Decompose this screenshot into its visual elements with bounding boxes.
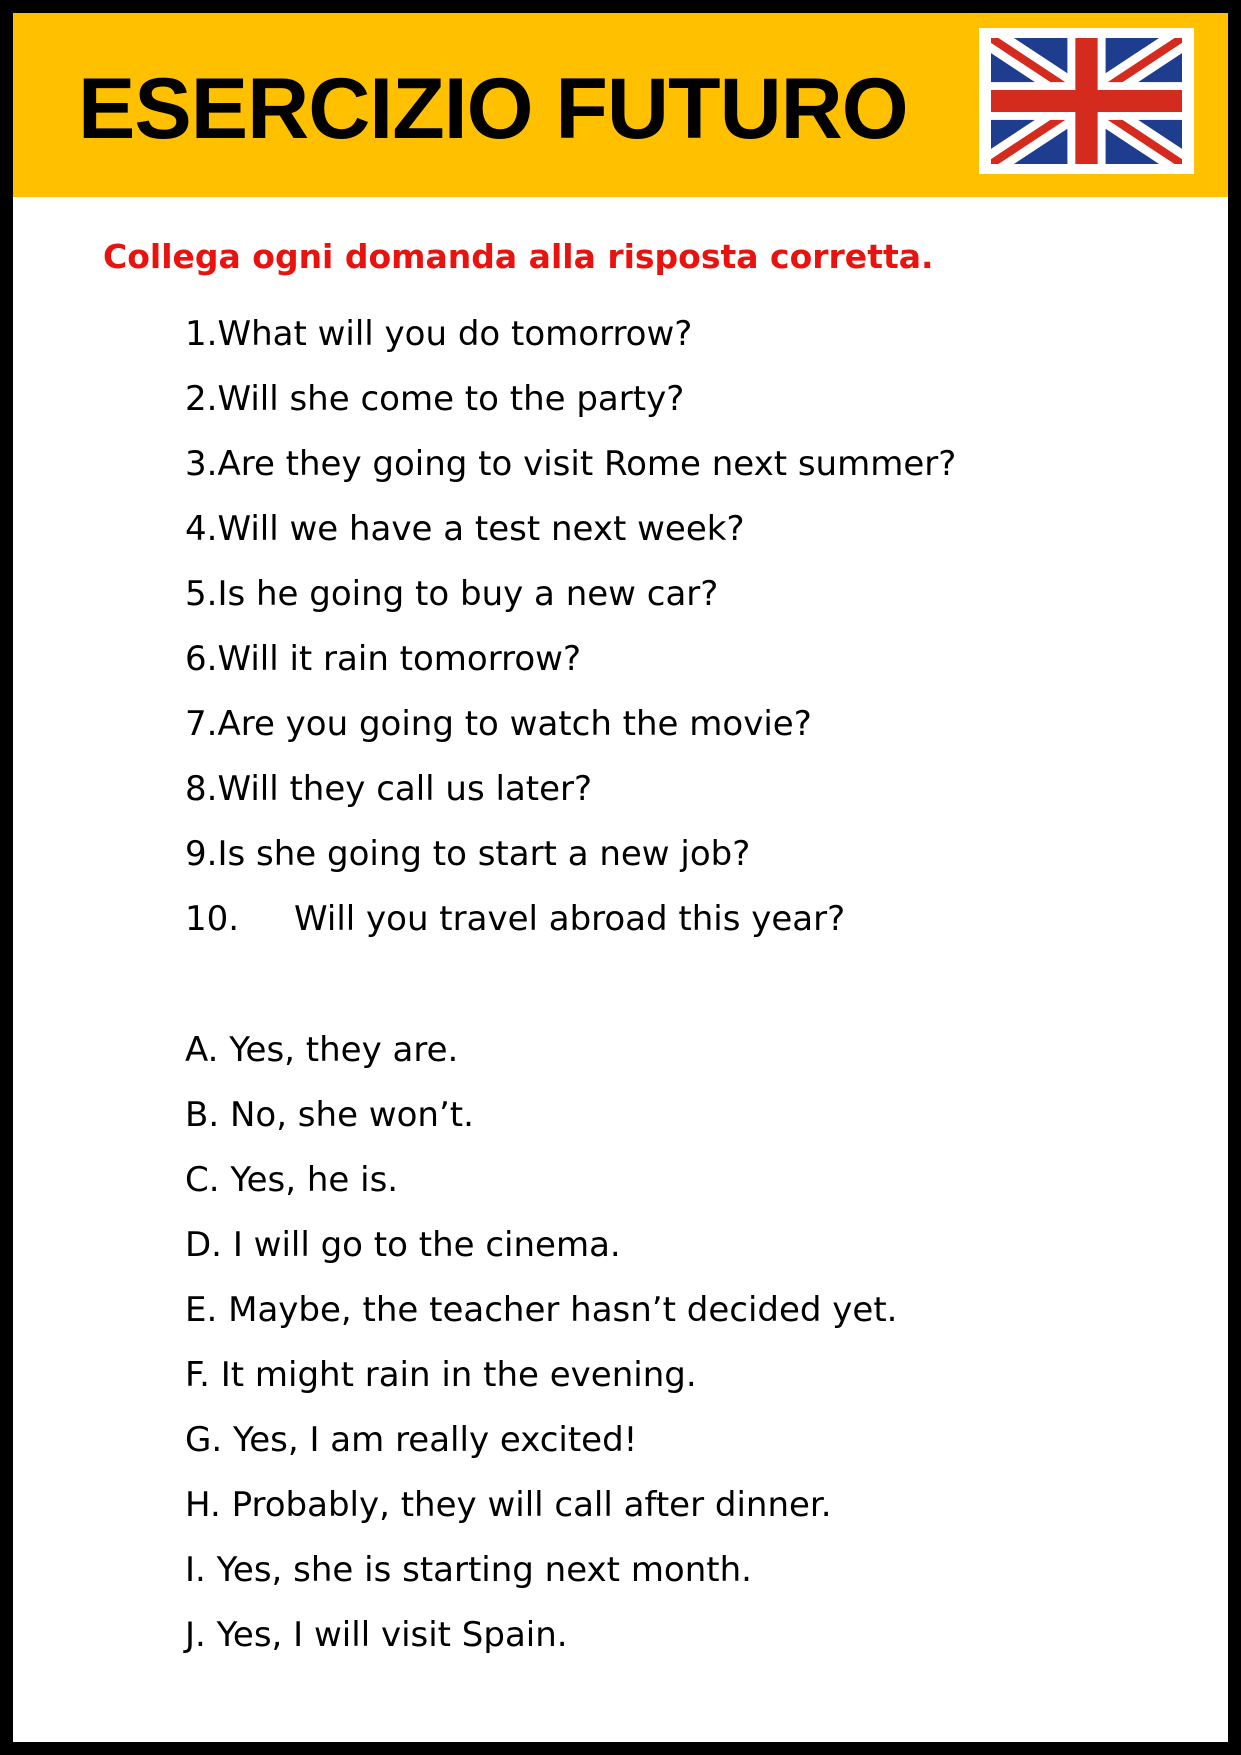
- answer-item: [185, 1156, 897, 1221]
- question-number: 2.: [185, 379, 218, 419]
- answer-letter: E.: [185, 1290, 218, 1330]
- question-list: [185, 310, 956, 960]
- answer-letter: D.: [185, 1225, 222, 1265]
- question-number: 5.: [185, 574, 218, 614]
- question-item: [185, 570, 956, 635]
- answer-list: [185, 1026, 897, 1676]
- answer-letter: J.: [185, 1615, 206, 1655]
- question-item: [185, 895, 956, 960]
- question-item: [185, 765, 956, 830]
- question-number: 3.: [185, 444, 218, 484]
- question-text: Are they going to visit Rome next summer?: [217, 444, 957, 484]
- question-item: [185, 310, 956, 375]
- instruction-text: Collega ogni domanda alla risposta corretta.: [103, 237, 934, 276]
- question-text: Will it rain tomorrow?: [217, 639, 581, 679]
- answer-text: Yes, I will visit Spain.: [216, 1615, 568, 1655]
- question-text: Will we have a test next week?: [217, 509, 745, 549]
- answer-letter: C.: [185, 1160, 220, 1200]
- page-title: ESERCIZIO FUTURO: [78, 61, 908, 157]
- answer-item: [185, 1286, 897, 1351]
- answer-text: Maybe, the teacher hasn’t decided yet.: [228, 1290, 898, 1330]
- flag-graphic: [991, 38, 1182, 164]
- answer-item: [185, 1221, 897, 1286]
- title-banner: [13, 13, 1228, 197]
- question-number: 4.: [185, 509, 218, 549]
- answer-text: Yes, I am really excited!: [232, 1420, 638, 1460]
- question-item: [185, 440, 956, 505]
- answer-text: Yes, they are.: [229, 1030, 459, 1070]
- answer-text: It might rain in the evening.: [220, 1355, 697, 1395]
- question-text: Will she come to the party?: [217, 379, 685, 419]
- union-jack-flag-icon: [979, 28, 1194, 174]
- question-text: What will you do tomorrow?: [217, 314, 693, 354]
- answer-item: [185, 1546, 897, 1611]
- answer-item: [185, 1416, 897, 1481]
- answer-item: [185, 1026, 897, 1091]
- answer-text: Yes, she is starting next month.: [216, 1550, 752, 1590]
- question-number: 7.: [185, 704, 218, 744]
- question-number: 6.: [185, 639, 218, 679]
- question-item: [185, 700, 956, 765]
- answer-item: [185, 1481, 897, 1546]
- question-item: [185, 375, 956, 440]
- question-text: Is he going to buy a new car?: [217, 574, 719, 614]
- question-text: Will they call us later?: [217, 769, 593, 809]
- answer-item: [185, 1351, 897, 1416]
- question-number: 1.: [185, 314, 218, 354]
- answer-text: I will go to the cinema.: [232, 1225, 621, 1265]
- question-item: [185, 635, 956, 700]
- answer-text: Yes, he is.: [230, 1160, 399, 1200]
- answer-letter: B.: [185, 1095, 220, 1135]
- answer-letter: H.: [185, 1485, 221, 1525]
- question-number: 8.: [185, 769, 218, 809]
- question-text: Will you travel abroad this year?: [294, 899, 846, 939]
- answer-text: No, she won’t.: [229, 1095, 474, 1135]
- answer-letter: A.: [185, 1030, 219, 1070]
- answer-text: Probably, they will call after dinner.: [231, 1485, 832, 1525]
- answer-letter: F.: [185, 1355, 210, 1395]
- answer-item: [185, 1611, 897, 1676]
- answer-item: [185, 1091, 897, 1156]
- question-number: 9.: [185, 834, 218, 874]
- answer-letter: G.: [185, 1420, 223, 1460]
- question-item: [185, 505, 956, 570]
- question-text: Is she going to start a new job?: [217, 834, 751, 874]
- question-number: 10.: [185, 899, 240, 939]
- question-item: [185, 830, 956, 895]
- question-text: Are you going to watch the movie?: [217, 704, 812, 744]
- answer-letter: I.: [185, 1550, 206, 1590]
